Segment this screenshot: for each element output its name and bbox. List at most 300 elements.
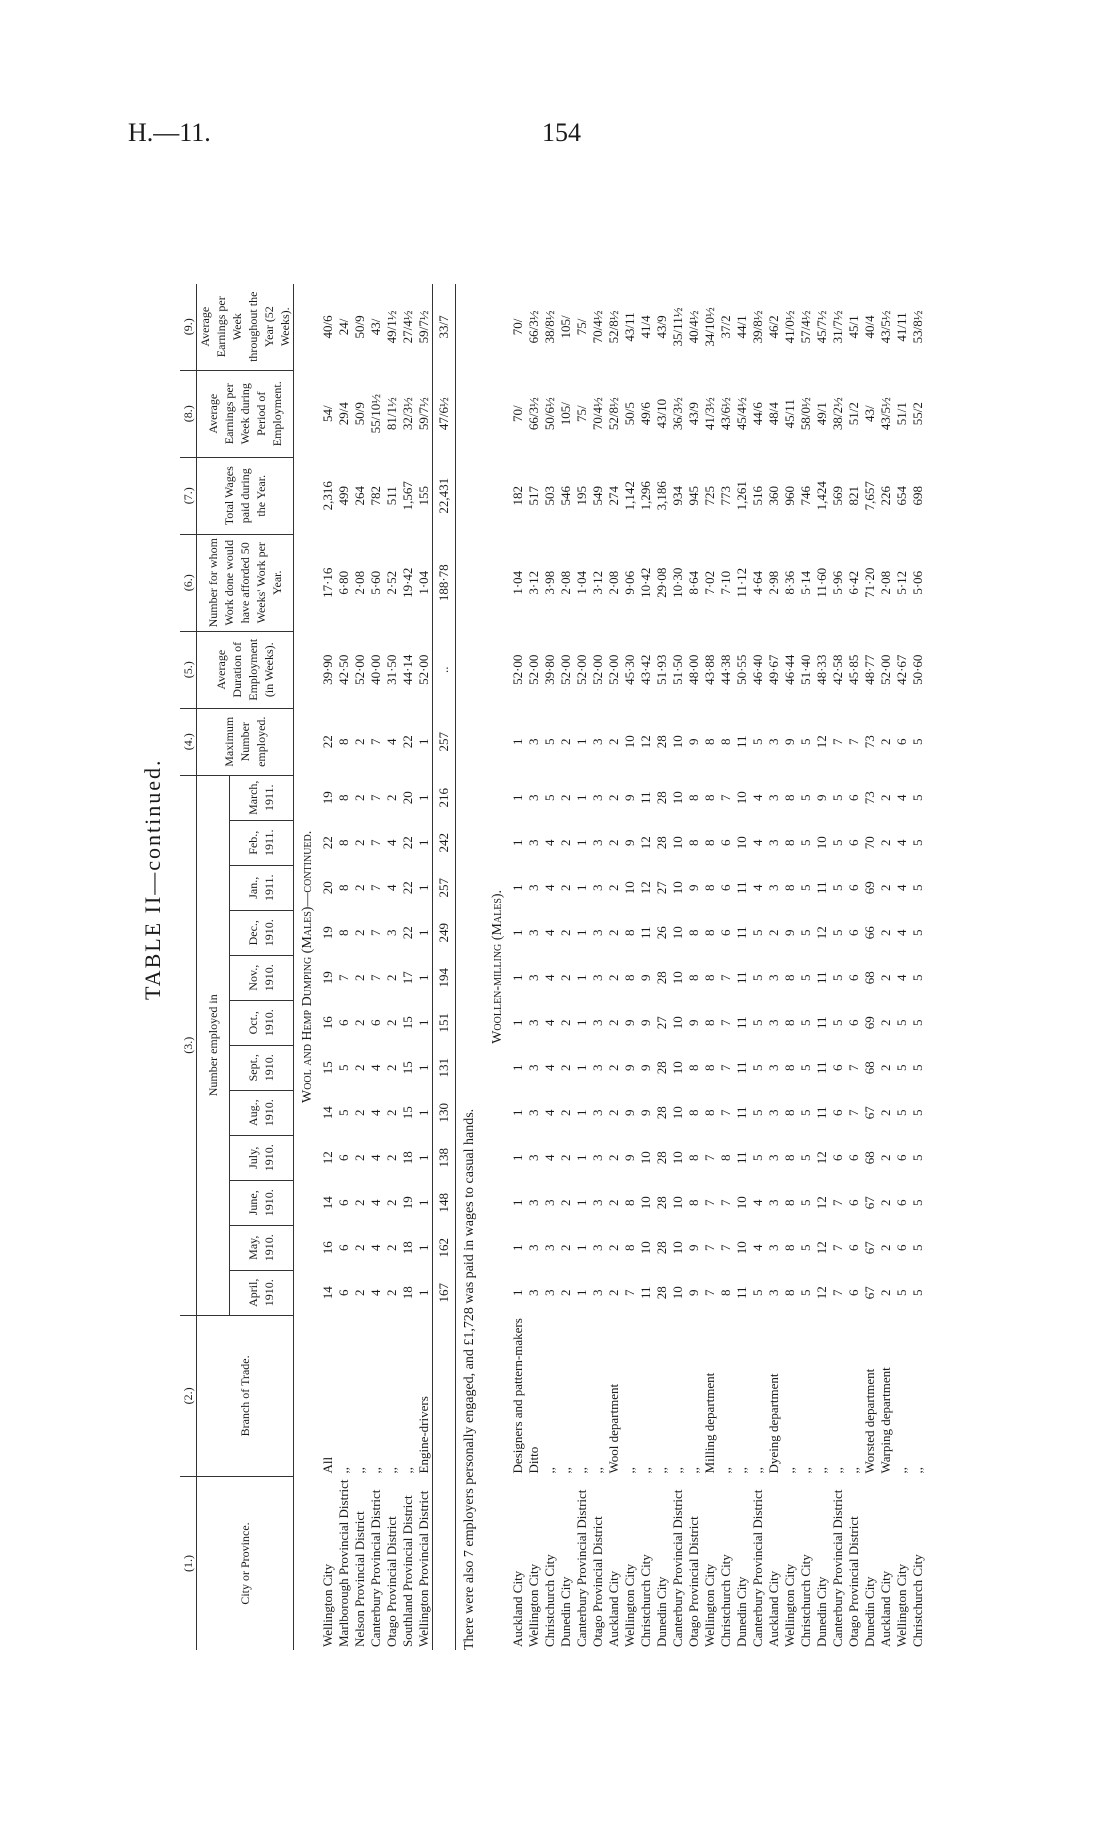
- month-cell: 5: [910, 974, 925, 981]
- max-cell: 2: [878, 738, 893, 745]
- max-cell: 28: [654, 735, 669, 749]
- month-cell: 8: [718, 1289, 733, 1296]
- city-cell: Wellington City: [526, 1563, 541, 1647]
- month-cell: 28: [654, 1196, 669, 1210]
- month-cell: 10: [734, 791, 749, 805]
- wages-cell: 503: [542, 485, 557, 506]
- city-cell: Dunedin City: [654, 1576, 669, 1647]
- wages-cell: 945: [686, 485, 701, 506]
- month-cell: 8: [336, 884, 351, 891]
- month-cell: 2: [606, 929, 621, 936]
- month-cell: 3: [590, 1289, 605, 1296]
- month-cell: 1: [416, 794, 431, 801]
- month-cell: 5: [798, 839, 813, 846]
- trade-cell: ,,: [894, 1466, 909, 1474]
- month-cell: 10: [734, 1196, 749, 1210]
- month-cell: 1: [574, 1109, 589, 1116]
- max-cell: 10: [670, 735, 685, 749]
- month-cell: 5: [830, 1019, 845, 1026]
- full-cell: 19·42: [400, 567, 415, 598]
- month-cell: 19: [320, 926, 335, 940]
- month-cell: 2: [352, 1244, 367, 1251]
- month-cell: 27: [654, 1016, 669, 1030]
- ep-cell: 51/1: [894, 402, 909, 426]
- month-cell: 1: [510, 929, 525, 936]
- month-cell: 16: [320, 1016, 335, 1030]
- col-num-2: (2.): [180, 1315, 197, 1476]
- month-cell: 7: [846, 1064, 861, 1071]
- table-body: [294, 284, 927, 1650]
- total-ey-cell: 33/7: [433, 284, 456, 371]
- month-cell: 8: [702, 839, 717, 846]
- month-cell: 6: [846, 1289, 861, 1296]
- month-cell: 4: [542, 929, 557, 936]
- col-num-5: (5.): [180, 631, 197, 708]
- month-cell: 7: [368, 974, 383, 981]
- ey-cell: 34/10½: [702, 307, 717, 347]
- max-cell: 1: [510, 738, 525, 745]
- max-cell: 11: [734, 735, 749, 748]
- total-month-cell: 148: [433, 1180, 456, 1225]
- month-cell: 2: [878, 1154, 893, 1161]
- document-id: H.—11.: [128, 118, 211, 147]
- table-row: [638, 284, 654, 1650]
- month-cell: 9: [638, 1019, 653, 1026]
- dur-cell: 46·40: [750, 654, 765, 685]
- month-cell: 7: [702, 1199, 717, 1206]
- month-cell: 2: [384, 974, 399, 981]
- dur-cell: 50·55: [734, 654, 749, 685]
- max-cell: 8: [718, 738, 733, 745]
- table-row: [320, 284, 336, 1650]
- max-cell: 3: [526, 738, 541, 745]
- header-wages: Total Wages paid during the Year.: [197, 457, 294, 534]
- city-cell: Canterbury Provincial District: [670, 1489, 685, 1647]
- max-cell: 2: [352, 738, 367, 745]
- month-cell: 1: [416, 1109, 431, 1116]
- month-cell: 3: [526, 974, 541, 981]
- month-cell: 2: [384, 1019, 399, 1026]
- max-cell: 2: [558, 738, 573, 745]
- month-cell: 28: [654, 1286, 669, 1300]
- wages-cell: 698: [910, 485, 925, 506]
- month-cell: 7: [846, 1109, 861, 1116]
- month-cell: 18: [400, 1241, 415, 1255]
- ep-cell: 36/3½: [670, 397, 685, 431]
- ep-cell: 50/6½: [542, 397, 557, 431]
- month-cell: 11: [814, 1016, 829, 1029]
- month-cell: 11: [814, 1106, 829, 1119]
- full-cell: 7·10: [718, 570, 733, 595]
- month-cell: 2: [606, 1154, 621, 1161]
- month-cell: 67: [862, 1241, 877, 1255]
- ey-cell: 27/4½: [400, 310, 415, 344]
- month-cell: 8: [686, 1154, 701, 1161]
- column-number-row: [180, 284, 197, 1650]
- trade-cell: ,,: [798, 1466, 813, 1474]
- ep-cell: 44/6: [750, 402, 765, 426]
- table-row: [336, 284, 352, 1650]
- full-cell: 7·02: [702, 570, 717, 595]
- month-cell: 10: [670, 1196, 685, 1210]
- month-cell: 8: [686, 974, 701, 981]
- month-cell: 2: [606, 884, 621, 891]
- ey-cell: 40/4½: [686, 310, 701, 344]
- month-cell: 73: [862, 791, 877, 805]
- month-cell: 19: [320, 971, 335, 985]
- dur-cell: 49·67: [766, 654, 781, 685]
- month-cell: 15: [400, 1061, 415, 1075]
- ey-cell: 59/7½: [416, 310, 431, 344]
- data-table: [180, 284, 926, 1650]
- month-cell: 15: [400, 1016, 415, 1030]
- month-cell: 2: [558, 884, 573, 891]
- total-month-cell: 249: [433, 910, 456, 955]
- month-cell: 9: [814, 794, 829, 801]
- month-cell: 8: [782, 1199, 797, 1206]
- ey-cell: 40/4: [862, 315, 877, 339]
- month-cell: 28: [654, 971, 669, 985]
- month-cell: 6: [846, 1154, 861, 1161]
- month-cell: 6: [846, 974, 861, 981]
- city-cell: Otago Provincial District: [384, 1516, 399, 1647]
- month-cell: 8: [702, 974, 717, 981]
- month-cell: 16: [320, 1241, 335, 1255]
- table-row: [590, 284, 606, 1650]
- ep-cell: 45/4½: [734, 397, 749, 431]
- ey-cell: 70/: [510, 318, 525, 336]
- trade-cell: ,,: [336, 1466, 351, 1474]
- month-cell: 22: [320, 836, 335, 850]
- full-cell: 17·16: [320, 567, 335, 598]
- table-caption: TABLE II—continued.: [140, 758, 165, 1000]
- month-cell: 10: [734, 1241, 749, 1255]
- month-cell: 11: [638, 1286, 653, 1299]
- month-cell: 8: [702, 1019, 717, 1026]
- month-cell: 2: [352, 1064, 367, 1071]
- wages-cell: 226: [878, 485, 893, 506]
- ep-cell: 58/0½: [798, 397, 813, 431]
- month-cell: 4: [384, 884, 399, 891]
- max-cell: 9: [686, 738, 701, 745]
- month-cell: 7: [702, 1154, 717, 1161]
- month-cell: 9: [638, 974, 653, 981]
- month-cell: 10: [670, 1016, 685, 1030]
- month-cell: 20: [400, 791, 415, 805]
- table-row: [670, 284, 686, 1650]
- ey-cell: 50/9: [352, 315, 367, 339]
- wages-cell: 934: [670, 485, 685, 506]
- dur-cell: 40·00: [368, 654, 383, 685]
- month-cell: 8: [686, 1109, 701, 1116]
- month-cell: 2: [558, 1154, 573, 1161]
- wages-cell: 746: [798, 485, 813, 506]
- month-cell: 3: [542, 1289, 557, 1296]
- month-cell: 1: [416, 839, 431, 846]
- month-cell: 11: [638, 791, 653, 804]
- ey-cell: 70/4½: [590, 310, 605, 344]
- trade-cell: ,,: [558, 1466, 573, 1474]
- table-row: [400, 284, 416, 1650]
- trade-cell: ,,: [542, 1466, 557, 1474]
- month-cell: 10: [638, 1241, 653, 1255]
- ey-cell: 41/0½: [782, 310, 797, 344]
- dur-cell: 50·60: [910, 654, 925, 685]
- month-cell: 8: [782, 884, 797, 891]
- ep-cell: 70/: [510, 405, 525, 423]
- table-row: [766, 284, 782, 1650]
- wages-cell: 3,186: [654, 481, 669, 511]
- month-cell: 7: [718, 1019, 733, 1026]
- dur-cell: 48·77: [862, 654, 877, 685]
- month-cell: 1: [574, 839, 589, 846]
- month-cell: 17: [400, 971, 415, 985]
- ey-cell: 43/9: [654, 315, 669, 339]
- month-cell: 7: [718, 1109, 733, 1116]
- table-row: [814, 284, 830, 1650]
- max-cell: 8: [336, 738, 351, 745]
- trade-cell: Worsted department: [862, 1368, 877, 1474]
- month-cell: 5: [798, 794, 813, 801]
- max-cell: 7: [368, 738, 383, 745]
- month-cell: 11: [814, 1061, 829, 1074]
- month-cell: 3: [542, 1199, 557, 1206]
- month-cell: 7: [718, 974, 733, 981]
- trade-cell: ,,: [814, 1466, 829, 1474]
- month-cell: 5: [750, 1019, 765, 1026]
- month-cell: 8: [782, 1019, 797, 1026]
- month-cell: 4: [368, 1244, 383, 1251]
- month-cell: 3: [590, 1064, 605, 1071]
- total-month-cell: 130: [433, 1090, 456, 1135]
- month-cell: 2: [352, 929, 367, 936]
- month-cell: 9: [686, 1289, 701, 1296]
- month-cell: 12: [814, 1241, 829, 1255]
- month-cell: 7: [368, 839, 383, 846]
- wages-cell: 546: [558, 485, 573, 506]
- wages-cell: 195: [574, 485, 589, 506]
- month-cell: 8: [336, 794, 351, 801]
- month-cell: 2: [352, 1289, 367, 1296]
- ep-cell: 59/7½: [416, 397, 431, 431]
- ep-cell: 49/6: [638, 402, 653, 426]
- month-cell: 2: [878, 839, 893, 846]
- month-cell: 6: [336, 1244, 351, 1251]
- month-cell: 4: [368, 1064, 383, 1071]
- trade-cell: ,,: [846, 1466, 861, 1474]
- city-cell: Nelson Provincial District: [352, 1511, 367, 1647]
- month-cell: 66: [862, 926, 877, 940]
- dur-cell: 52·00: [606, 654, 621, 685]
- month-cell: 7: [368, 794, 383, 801]
- month-cell: 10: [670, 836, 685, 850]
- wages-cell: 1,424: [814, 481, 829, 511]
- full-cell: 10·30: [670, 567, 685, 598]
- month-cell: 7: [718, 1199, 733, 1206]
- month-cell: 2: [558, 1244, 573, 1251]
- month-cell: 10: [670, 1061, 685, 1075]
- total-full-cell: 188·78: [433, 534, 456, 631]
- city-cell: Canterbury Provincial District: [368, 1489, 383, 1647]
- full-cell: 2·08: [606, 570, 621, 595]
- city-cell: Marlborough Provincial District: [336, 1479, 351, 1647]
- month-cell: 8: [622, 1199, 637, 1206]
- month-cell: 9: [638, 1109, 653, 1116]
- month-cell: 6: [894, 1199, 909, 1206]
- month-cell: 8: [686, 794, 701, 801]
- month-cell: 2: [558, 794, 573, 801]
- month-cell: 2: [606, 1289, 621, 1296]
- month-cell: 2: [878, 1019, 893, 1026]
- month-cell: 6: [336, 1019, 351, 1026]
- max-cell: 5: [542, 738, 557, 745]
- month-cell: 28: [654, 1061, 669, 1075]
- month-cell: 14: [320, 1196, 335, 1210]
- month-cell: 6: [718, 929, 733, 936]
- ey-cell: 57/4½: [798, 310, 813, 344]
- month-cell: 9: [622, 794, 637, 801]
- header-month: May, 1910.: [229, 1225, 293, 1270]
- city-cell: Otago Provincial District: [846, 1516, 861, 1647]
- dur-cell: 46·44: [782, 654, 797, 685]
- month-cell: 5: [750, 1109, 765, 1116]
- header-employed: Number employed in: [197, 775, 230, 1315]
- dur-cell: 42·67: [894, 654, 909, 685]
- ep-cell: 43/10: [654, 398, 669, 429]
- ey-cell: 24/: [336, 318, 351, 336]
- month-cell: 8: [702, 929, 717, 936]
- ep-cell: 75/: [574, 405, 589, 423]
- month-cell: 12: [638, 881, 653, 895]
- month-cell: 5: [798, 929, 813, 936]
- trade-cell: ,,: [574, 1466, 589, 1474]
- ep-cell: 38/2½: [830, 397, 845, 431]
- month-cell: 3: [590, 1199, 605, 1206]
- table-row: [352, 284, 368, 1650]
- full-cell: 3·12: [526, 570, 541, 595]
- month-cell: 3: [590, 1019, 605, 1026]
- total-row: [433, 284, 456, 1650]
- dur-cell: 31·50: [384, 654, 399, 685]
- month-cell: 9: [622, 839, 637, 846]
- trade-cell: ,,: [352, 1466, 367, 1474]
- month-cell: 3: [766, 1244, 781, 1251]
- ep-cell: 50/9: [352, 402, 367, 426]
- table-row: [878, 284, 894, 1650]
- wages-cell: 264: [352, 485, 367, 506]
- month-cell: 11: [734, 1016, 749, 1029]
- month-cell: 11: [734, 926, 749, 939]
- month-cell: 10: [622, 881, 637, 895]
- month-cell: 1: [574, 974, 589, 981]
- table-row: [862, 284, 878, 1650]
- dur-cell: 42·50: [336, 654, 351, 685]
- month-cell: 5: [798, 1289, 813, 1296]
- month-cell: 10: [814, 836, 829, 850]
- month-cell: 1: [416, 884, 431, 891]
- full-cell: 6·80: [336, 570, 351, 595]
- dur-cell: 52·00: [574, 654, 589, 685]
- month-cell: 8: [782, 839, 797, 846]
- month-cell: 10: [734, 836, 749, 850]
- month-cell: 9: [782, 929, 797, 936]
- ey-cell: 35/11½: [670, 307, 685, 347]
- month-cell: 15: [400, 1106, 415, 1120]
- city-cell: Otago Provincial District: [686, 1516, 701, 1647]
- trade-cell: ,,: [400, 1466, 415, 1474]
- month-cell: 5: [336, 1064, 351, 1071]
- month-cell: 2: [558, 1019, 573, 1026]
- table-row: [750, 284, 766, 1650]
- month-cell: 7: [702, 1244, 717, 1251]
- header-month: Feb., 1911.: [229, 820, 293, 865]
- header-duration: Average Duration of Employment (in Weeks).: [197, 631, 294, 708]
- ey-cell: 52/8½: [606, 310, 621, 344]
- month-cell: 2: [558, 1289, 573, 1296]
- col-num-1: (1.): [180, 1476, 197, 1650]
- full-cell: 2·08: [352, 570, 367, 595]
- total-blank: [433, 1476, 456, 1650]
- ey-cell: 45/1: [846, 315, 861, 339]
- header-max: Maximum Number employed.: [197, 708, 294, 775]
- month-cell: 9: [686, 884, 701, 891]
- month-cell: 8: [686, 839, 701, 846]
- dur-cell: 52·00: [416, 654, 431, 685]
- col-num-6: (6.): [180, 534, 197, 631]
- header-month: Oct., 1910.: [229, 1000, 293, 1045]
- month-cell: 4: [750, 1199, 765, 1206]
- city-cell: Christchurch City: [718, 1554, 733, 1647]
- month-cell: 5: [798, 1244, 813, 1251]
- full-cell: 2·52: [384, 570, 399, 595]
- ey-cell: 43/5½: [878, 310, 893, 344]
- trade-cell: ,,: [718, 1466, 733, 1474]
- month-cell: 2: [878, 1064, 893, 1071]
- month-cell: 1: [574, 929, 589, 936]
- ep-cell: 41/3½: [702, 397, 717, 431]
- month-cell: 4: [894, 884, 909, 891]
- month-cell: 9: [686, 1244, 701, 1251]
- wages-cell: 960: [782, 485, 797, 506]
- month-cell: 19: [400, 1196, 415, 1210]
- month-cell: 2: [606, 1019, 621, 1026]
- month-cell: 5: [894, 1064, 909, 1071]
- max-cell: 73: [862, 735, 877, 749]
- month-cell: 3: [526, 1199, 541, 1206]
- header-city: City or Province.: [197, 1476, 294, 1650]
- ey-cell: 53/8½: [910, 310, 925, 344]
- wages-cell: 1,296: [638, 481, 653, 511]
- month-cell: 2: [558, 1199, 573, 1206]
- month-cell: 3: [766, 1289, 781, 1296]
- trade-cell: Dyeing department: [766, 1373, 781, 1474]
- month-cell: 3: [766, 1154, 781, 1161]
- ep-cell: 45/11: [782, 399, 797, 429]
- month-cell: 1: [510, 1244, 525, 1251]
- month-cell: 4: [384, 839, 399, 846]
- dur-cell: 51·40: [798, 654, 813, 685]
- month-cell: 4: [368, 1109, 383, 1116]
- city-cell: Auckland City: [766, 1570, 781, 1647]
- month-cell: 5: [830, 839, 845, 846]
- month-cell: 7: [830, 1244, 845, 1251]
- table-row: [910, 284, 926, 1650]
- month-cell: 11: [734, 1286, 749, 1299]
- month-cell: 5: [910, 1289, 925, 1296]
- month-cell: 28: [654, 1151, 669, 1165]
- city-cell: Dunedin City: [814, 1576, 829, 1647]
- total-max-cell: 257: [433, 708, 456, 775]
